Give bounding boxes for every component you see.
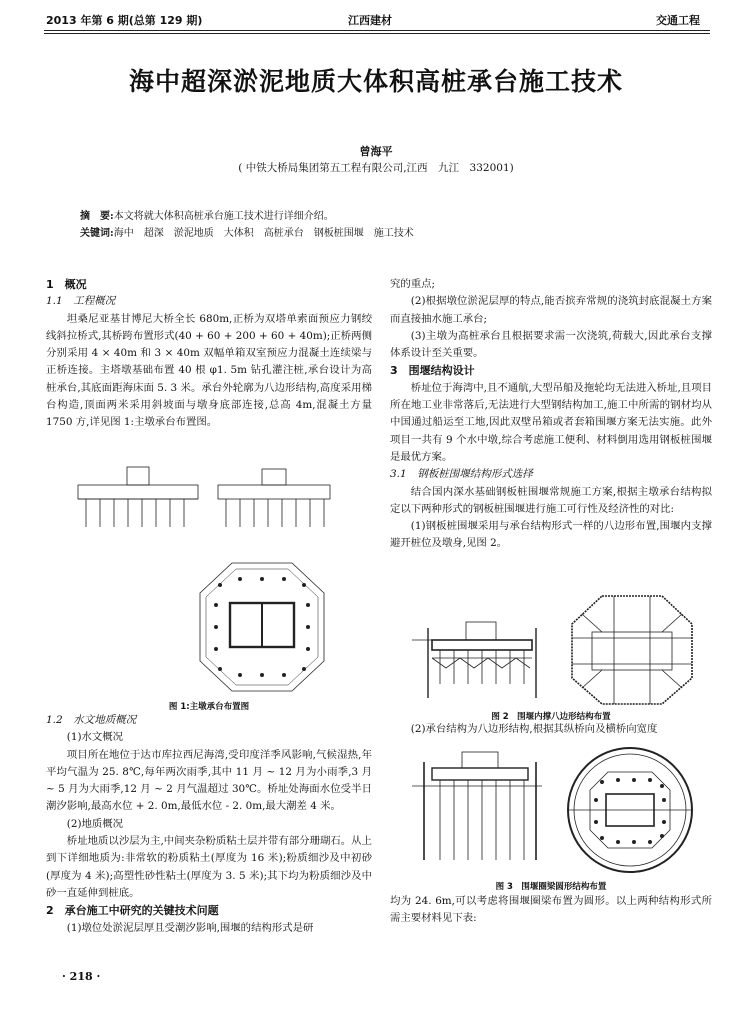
header-rule xyxy=(44,30,710,31)
left-column-bottom xyxy=(46,712,372,937)
figure-2-drawing xyxy=(402,588,702,708)
keywords-text: 海中 超深 淤泥地质 大体积 高桩承台 钢板桩围堰 施工技术 xyxy=(113,228,414,239)
paragraph: 均为 24. 6m,可以考虑将围堰圈梁布置为圆形。以上两种结构形式所需主要材料见下表: xyxy=(390,895,712,925)
paragraph: 项目所在地位于达市库拉西尼海湾,受印度洋季风影响,气候湿热,年平均气温为 25. 8℃,每年两次雨季,其中 11 月 ~ 12 月为小雨季,3 月 ~ 5 月为大雨季,12 月 ~ 2 月气温超过 30℃。桥址处海面水位受半日潮汐影响,最高水位 + 2. 0m,最低水位 - 2. 0m,最大潮差 4 米。 xyxy=(46,748,372,813)
paragraph: 桥址位于海湾中,且不通航,大型吊船及拖轮均无法进入桥址,且项目所在地工业非常落后,无法进行大型钢结构加工,施工中所需的钢材均从中国通过船运至工地,因此双壁吊箱或者套箱围堰方案无法实施。此外项目一共有 9 个水中墩,综合考虑施工便利、材料倒用选用钢板桩围堰是最优方案。 xyxy=(390,381,712,463)
paragraph: 坦桑尼亚基甘博尼大桥全长 680m,正桥为双塔单索面预应力钢绞线斜拉桥式,其桥跨布置形式(40 + 60 + 200 + 60 + 40m);正桥两侧分别采用 4 × 40m 和 3 × 40m 双幅单箱双室预应力混凝土连续梁与正桥连接。主塔墩基础布置 40 根 φ1. 5m 钻孔灌注桩,承台设计为高桩承台,其底面距海床面 5. 3 米。承台外轮廓为八边形结构,高度采用梯台构造,顶面两米采用斜坡面与墩身底部连接,总高 4m,混凝土方量 1750 方,详见图 1:主墩承台布置图。 xyxy=(46,312,372,429)
figure-3-drawing xyxy=(402,742,702,874)
paragraph: 桥址地质以沙层为主,中间夹杂粉质粘土层并带有部分珊瑚石。从上到下详细地质为:非常软的粉质粘土(厚度为 16 米);粉质细沙及中初砂(厚度为 4 米);高塑性砂性粘土(厚度为 3. 5 米);其下均为粉质细沙及中砂一直延伸到桩底。 xyxy=(46,835,372,899)
right-column-bottom xyxy=(390,893,712,928)
affiliation: ( 中铁大桥局集团第五工程有限公司,江西 九江 332001) xyxy=(238,162,514,174)
section-2-heading: 2 承台施工中研究的关键技术问题 xyxy=(46,904,219,918)
header-rule-thin xyxy=(44,33,710,34)
paragraph: (1)钢板桩围堰采用与承台结构形式一样的八边形布置,围堰内支撑避开桩位及墩身,见图 2。 xyxy=(390,520,712,550)
keywords-label: 关键词: xyxy=(80,228,114,239)
figure-2-caption: 图 2 围堰内撑八边形结构布置 xyxy=(491,712,611,722)
paragraph: (1)水文概况 xyxy=(66,731,124,744)
section-3-heading: 3 围堰结构设计 xyxy=(390,364,475,378)
author: 曾海平 xyxy=(359,145,393,158)
journal-name: 江西建材 xyxy=(348,14,392,27)
paragraph: (1)墩位处淤泥层厚且受潮汐影响,围堰的结构形式是研 xyxy=(66,921,314,934)
paragraph: 结合国内深水基础钢板桩围堰常规施工方案,根据主墩承台结构拟定以下两种形式的钢板桩围堰进行施工可行性及经济性的对比: xyxy=(390,485,712,515)
section-1-1-heading: 1.1 工程概况 xyxy=(46,295,116,308)
right-column-mid xyxy=(390,721,712,738)
keywords xyxy=(80,224,680,239)
paragraph: (2)地质概况 xyxy=(66,817,124,830)
paper-title: 海中超深淤泥地质大体积高桩承台施工技术 xyxy=(128,67,623,96)
section-1-2-heading: 1.2 水文地质概况 xyxy=(46,714,137,726)
left-column-top xyxy=(46,276,372,432)
section-name: 交通工程 xyxy=(656,14,700,27)
section-3-1-heading: 3.1 钢板桩围堰结构形式选择 xyxy=(390,468,533,481)
paragraph: (3)主墩为高桩承台且根据要求需一次浇筑,荷载大,因此承台支撑体系设计至关重要。 xyxy=(390,329,712,360)
section-1-heading: 1 概况 xyxy=(46,278,87,291)
paragraph: (2)承台结构为八边形结构,根据其纵桥向及横桥向宽度 xyxy=(410,723,658,735)
page-number: · 218 · xyxy=(62,970,101,983)
paragraph: 究的重点; xyxy=(390,278,436,290)
abstract-text: 本文将就大体积高桩承台施工技术进行详细介绍。 xyxy=(113,211,334,222)
journal-issue: 2013 年第 6 期(总第 129 期) xyxy=(46,14,203,27)
paragraph: (2)根据墩位淤泥层厚的特点,能否摈弃常规的浇筑封底混凝土方案而直接抽水施工承台; xyxy=(390,295,712,325)
figure-3-caption: 图 3 围堰圈梁圆形结构布置 xyxy=(495,882,607,892)
figure-1-caption: 图 1:主墩承台布置图 xyxy=(168,702,250,712)
figure-1-drawing xyxy=(72,455,352,695)
abstract xyxy=(80,207,680,222)
right-column-top xyxy=(390,276,712,553)
abstract-label: 摘 要: xyxy=(80,211,114,222)
